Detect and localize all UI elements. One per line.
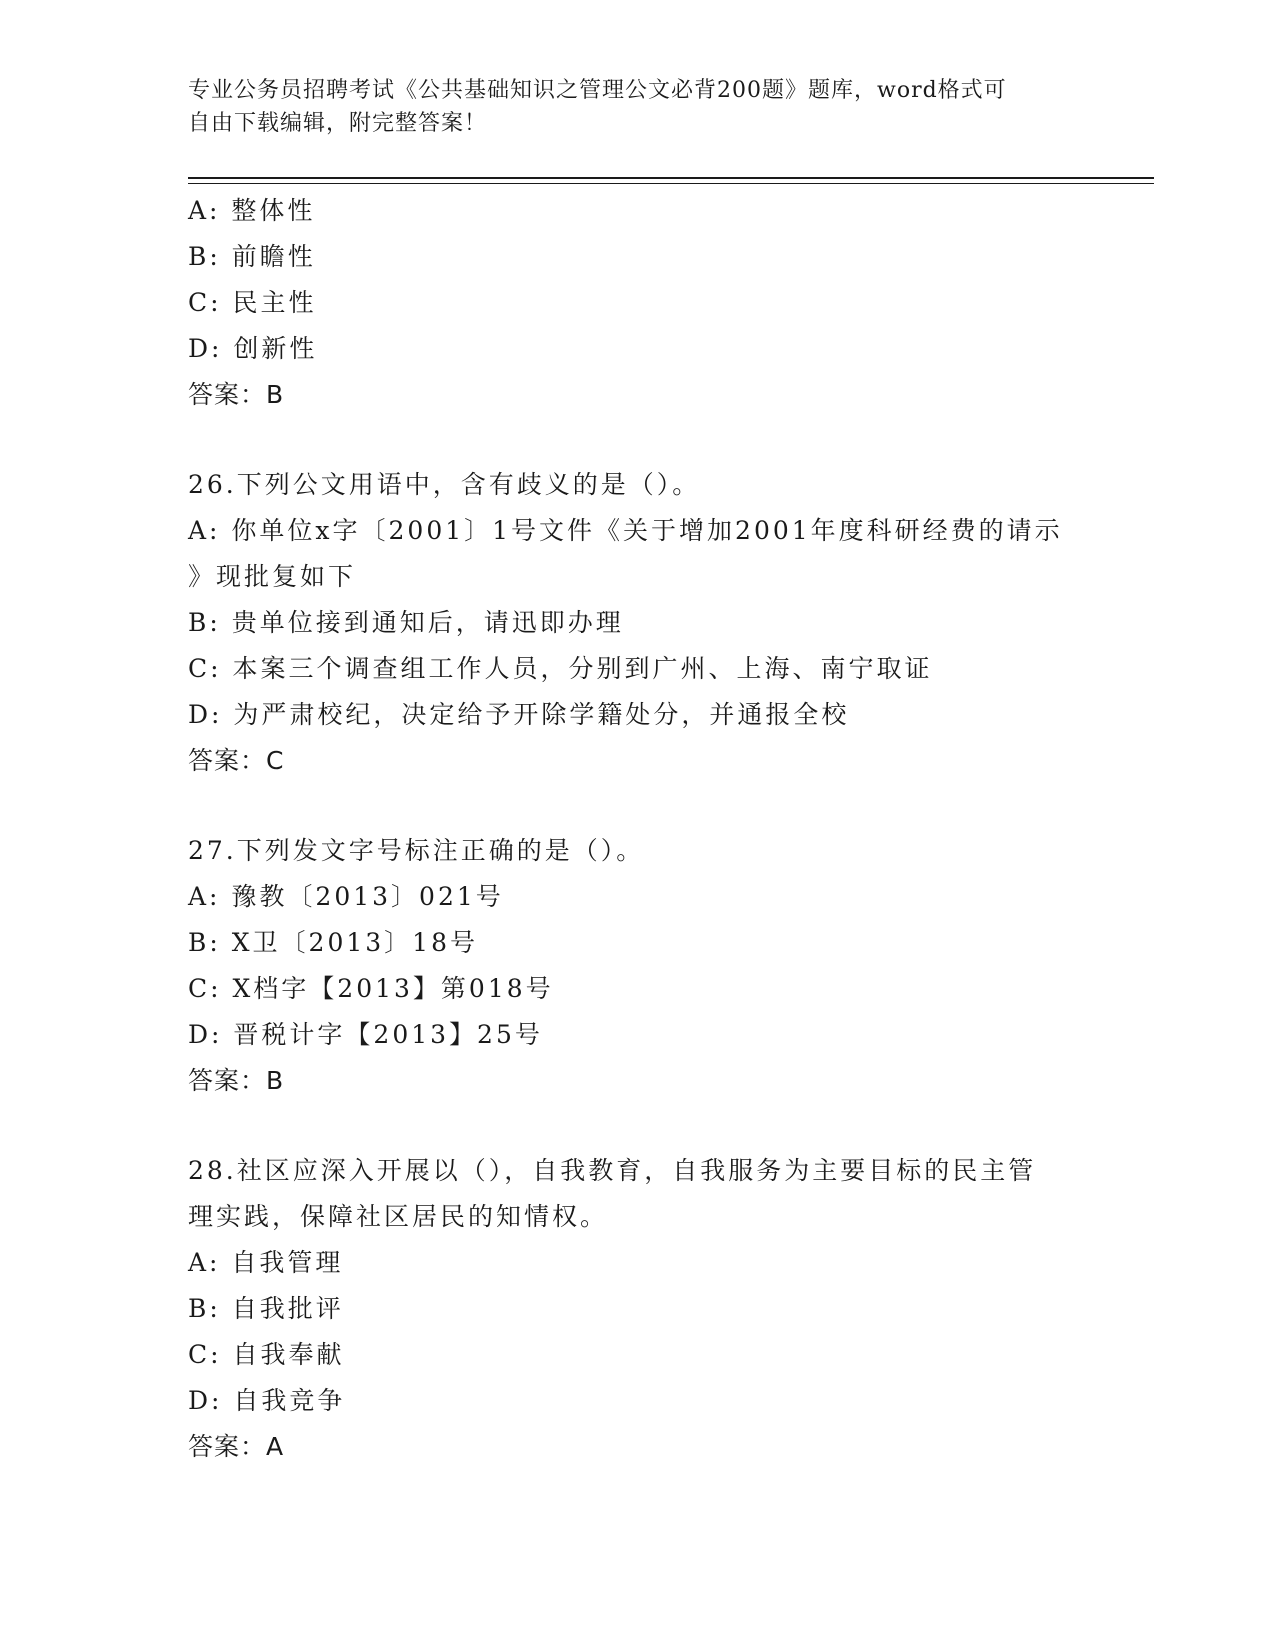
option-d: D: 自我竞争 bbox=[188, 1386, 346, 1415]
option-b: B: X卫〔2013〕18号 bbox=[188, 928, 478, 957]
option-a: A: 你单位x字〔2001〕1号文件《关于增加2001年度科研经费的请示 bbox=[188, 516, 1063, 545]
option-a: A: 豫教〔2013〕021号 bbox=[188, 882, 504, 911]
answer: 答案：A bbox=[188, 1432, 285, 1461]
spacer bbox=[188, 784, 1088, 828]
option-c: C: 自我奉献 bbox=[188, 1340, 345, 1369]
question-28 bbox=[188, 1148, 1088, 1470]
question-27 bbox=[188, 828, 1088, 1104]
option-a-continued: 》现批复如下 bbox=[188, 562, 357, 591]
answer: 答案：C bbox=[188, 746, 285, 775]
question-text-continued: 理实践，保障社区居民的知情权。 bbox=[188, 1202, 609, 1231]
spacer bbox=[188, 1104, 1088, 1148]
header-line-1: 专业公务员招聘考试《公共基础知识之管理公文必背200题》题库，word格式可 bbox=[188, 78, 1007, 103]
answer: 答案：B bbox=[188, 380, 285, 409]
question-text: 26.下列公文用语中，含有歧义的是（）。 bbox=[188, 470, 701, 499]
option-c: C: X档字【2013】第018号 bbox=[188, 974, 554, 1003]
document-header bbox=[188, 74, 1068, 140]
question-25 bbox=[188, 188, 1088, 418]
answer: 答案：B bbox=[188, 1066, 285, 1095]
header-line-2: 自由下载编辑，附完整答案！ bbox=[188, 111, 488, 136]
option-c: C: 民主性 bbox=[188, 288, 317, 317]
option-b: B: 自我批评 bbox=[188, 1294, 344, 1323]
option-a: A: 自我管理 bbox=[188, 1248, 344, 1277]
option-b: B: 贵单位接到通知后，请迅即办理 bbox=[188, 608, 624, 637]
option-c: C: 本案三个调查组工作人员，分别到广州、上海、南宁取证 bbox=[188, 654, 933, 683]
header-divider-thick bbox=[188, 177, 1154, 179]
option-a: A: 整体性 bbox=[188, 196, 316, 225]
spacer bbox=[188, 418, 1088, 462]
option-b: B: 前瞻性 bbox=[188, 242, 316, 271]
question-26 bbox=[188, 462, 1088, 784]
option-d: D: 为严肃校纪，决定给予开除学籍处分，并通报全校 bbox=[188, 700, 850, 729]
question-text: 28.社区应深入开展以（），自我教育，自我服务为主要目标的民主管 bbox=[188, 1156, 1037, 1185]
question-text: 27.下列发文字号标注正确的是（）。 bbox=[188, 836, 645, 865]
question-list bbox=[188, 188, 1088, 1470]
option-d: D: 晋税计字【2013】25号 bbox=[188, 1020, 543, 1049]
option-d: D: 创新性 bbox=[188, 334, 318, 363]
header-divider-thin bbox=[188, 183, 1154, 184]
